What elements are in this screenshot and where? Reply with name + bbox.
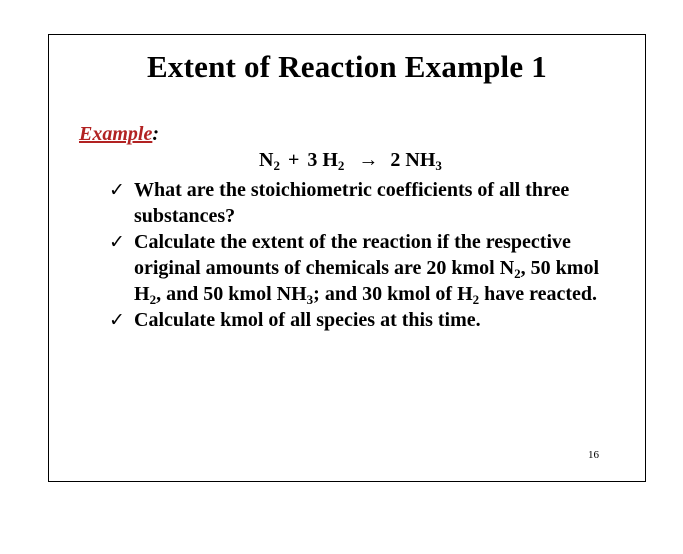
eq-arrow: →: [358, 149, 379, 171]
bullet-item: [109, 229, 629, 307]
bullet-text: What are the stoichiometric coefficients of all three substances?: [134, 179, 570, 227]
eq-h-sub: 2: [337, 158, 345, 173]
slide-title: Extent of Reaction Example 1: [147, 49, 547, 84]
checkmark-icon: ✓: [109, 179, 125, 201]
eq-n-sub: 2: [273, 158, 280, 173]
checkmark-icon: ✓: [109, 309, 125, 331]
example-word: Example: [79, 123, 153, 145]
bullet-subscript: 2: [149, 292, 157, 307]
example-colon: :: [152, 123, 160, 145]
eq-plus: +: [287, 149, 300, 171]
example-label: [79, 123, 159, 146]
slide: [48, 34, 646, 482]
eq-n: N: [259, 149, 274, 171]
bullet-text-part: have reacted.: [479, 283, 598, 305]
bullet-subscript: 2: [514, 266, 521, 281]
bullet-item: [109, 177, 629, 229]
bullet-list: [109, 177, 629, 333]
bullet-text-part: ; and 30 kmol of H: [313, 283, 473, 305]
bullet-subscript: 3: [306, 292, 314, 307]
eq-nh-sub: 3: [435, 158, 442, 173]
chemical-equation: [259, 149, 442, 172]
eq-nh: 2 NH: [390, 149, 436, 171]
checkmark-icon: ✓: [109, 231, 125, 253]
bullet-item: [109, 307, 629, 333]
page-number: 16: [588, 449, 599, 461]
bullet-subscript: 2: [472, 292, 480, 307]
bullet-text-part: Calculate the extent of the reaction if the respective original amounts of chemicals are 20 kmol N: [134, 231, 571, 279]
bullet-text-part: , 50 kmol H: [134, 257, 600, 305]
bullet-text: Calculate kmol of all species at this time.: [134, 309, 481, 331]
eq-h: 3 H: [307, 149, 338, 171]
bullet-text-part: , and 50 kmol NH: [156, 283, 307, 305]
